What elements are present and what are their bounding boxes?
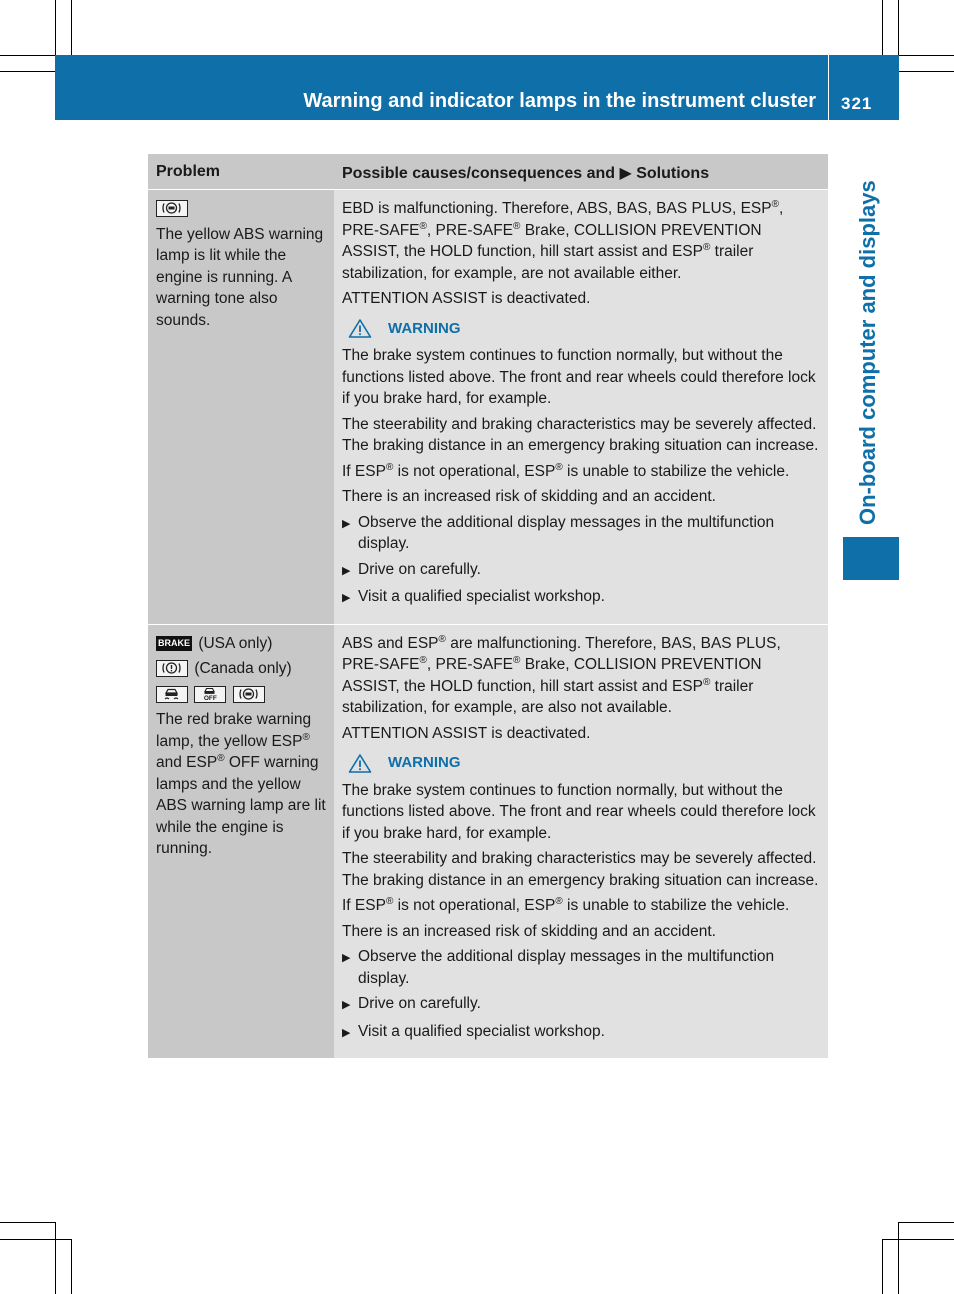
registered-mark: ® [438,633,446,645]
crop-mark [898,1222,899,1294]
list-item-text: Drive on carefully. [358,560,481,578]
problem-cell [148,190,334,624]
list-item [342,512,822,555]
warning-paragraph: The brake system continues to function normally, but without the functions listed above. The front and rear wheels could therefore lock if you brake hard, for example. [342,781,816,842]
esp-warning-lamp-icon [156,686,188,703]
solution-cell [334,190,828,624]
crop-mark [882,1239,883,1294]
arrow-right-icon: ▶ [342,999,351,1011]
warning-triangle-icon [348,753,372,773]
crop-mark [882,1239,954,1240]
lamp-icons [156,633,328,655]
warning-paragraph: The steerability and braking characteristics may be severely affected. The braking distance in an emergency braking situation can increase. [342,415,819,454]
list-item [342,586,822,610]
registered-mark: ® [702,241,711,253]
crop-mark [882,0,883,55]
registered-mark: ® [513,654,521,666]
list-item [342,946,822,989]
text-run: OFF warning lamps and the yellow ABS warning lamp are lit while the engine is running. [156,754,326,857]
brake-circle-lamp-icon [156,660,188,677]
crop-mark [899,55,954,56]
registered-mark: ® [419,654,427,666]
brake-warning-lamp-icon: BRAKE [156,636,192,651]
table-row [148,189,828,624]
crop-mark [898,0,899,55]
registered-mark: ® [513,220,521,232]
list-item [342,993,822,1017]
arrow-right-icon: ▶ [342,952,351,964]
list-item-text: Visit a qualified specialist workshop. [358,1022,605,1040]
text-run: ABS and ESP [342,634,439,652]
crop-mark [71,1239,72,1294]
table-row [148,624,828,1059]
section-tab-marker [843,537,899,580]
warning-label: WARNING [388,319,461,337]
crop-mark [55,0,56,55]
text-run: is unable to stabilize the vehicle. [562,897,790,914]
section-tab-label: On-board computer and displays [855,180,880,525]
crop-mark [0,55,55,56]
warning-paragraph: There is an increased risk of skidding and an accident. [342,488,716,505]
registered-mark: ® [555,461,563,473]
list-item-text: Observe the additional display messages in the multifunction display. [358,513,775,552]
text-run: is unable to stabilize the vehicle. [562,462,790,480]
cause-paragraph: ATTENTION ASSIST is deactivated. [342,724,591,742]
registered-mark: ® [385,461,394,473]
solution-cell [334,625,828,1059]
list-item [342,1021,822,1045]
cause-paragraph [342,198,822,284]
text-run: Brake, COLLISION PREVENTION ASSIST, the HOLD function, hill start assist and ESP [342,656,762,695]
registered-mark: ® [771,198,779,210]
column-header-solutions: Possible causes/consequences and ▶ Solutions [342,165,710,182]
text-run: trailer stabilization, for example, are not available either. [342,243,754,282]
column-header-problem: Problem [156,163,221,180]
text-run: , PRE-SAFE [426,656,514,673]
registered-mark: ® [702,676,711,688]
abs-warning-lamp-icon [233,686,265,703]
warning-paragraph [342,895,822,917]
region-note: (Canada only) [194,660,292,677]
text-run: If ESP [342,897,386,914]
text-run: , PRE-SAFE [426,221,514,239]
warning-triangle-icon [348,318,372,338]
cause-paragraph: ATTENTION ASSIST is deactivated. [342,290,591,307]
page-title: Warning and indicator lamps in the instrument cluster [303,90,816,112]
problem-description [156,709,328,860]
problem-cell [148,625,334,1059]
text-run: EBD is malfunctioning. Therefore, ABS, BAS, BAS PLUS, ESP [342,200,772,217]
registered-mark: ® [419,220,427,232]
text-run: and ESP [156,754,218,771]
crop-mark [71,0,72,55]
crop-mark [0,1239,71,1240]
crop-mark [0,71,55,72]
text-run: Brake, COLLISION PREVENTION ASSIST, the HOLD function, hill start assist and ESP [342,221,762,260]
list-item [342,559,822,583]
region-note: (USA only) [198,634,273,652]
registered-mark: ® [217,752,225,764]
lamp-icons [156,198,328,220]
warning-paragraph: The steerability and braking characteristics may be severely affected. The braking distance in an emergency braking situation can increase. [342,850,819,889]
lamp-icons [156,684,328,706]
crop-mark [899,1222,954,1223]
text-run: If ESP [342,462,386,480]
header-bar [55,55,828,120]
list-item-text: Visit a qualified specialist workshop. [358,588,605,605]
problem-description: The yellow ABS warning lamp is lit while the engine is running. A warning tone also sounds. [156,225,324,329]
text-run: trailer stabilization, for example, are also not available. [342,677,754,716]
page-number-box [829,55,899,120]
registered-mark: ® [302,731,310,743]
registered-mark: ® [385,895,394,907]
text-run: is not operational, ESP [393,462,556,480]
lamp-icons [156,658,328,680]
warning-heading [342,752,822,774]
warning-label: WARNING [388,754,461,771]
text-run: The red brake warning lamp, the yellow ESP [156,711,312,750]
cause-paragraph [342,633,822,719]
crop-mark [899,71,954,72]
warning-paragraph: There is an increased risk of skidding and an accident. [342,922,716,940]
warning-paragraph: The brake system continues to function normally, but without the functions listed above. The front and rear wheels could therefore lock if you brake hard, for example. [342,347,816,407]
warning-paragraph [342,461,822,483]
list-item-text: Drive on carefully. [358,995,481,1012]
text-run: , PRE-SAFE [342,200,784,239]
registered-mark: ® [555,895,563,907]
table-header [148,154,828,189]
arrow-right-icon: ▶ [342,1026,351,1039]
abs-warning-lamp-icon [156,200,188,217]
arrow-right-icon: ▶ [342,517,351,530]
warning-lamps-table [148,154,828,1058]
arrow-right-icon: ▶ [342,592,351,604]
list-item-text: Observe the additional display messages in the multifunction display. [358,948,775,987]
crop-mark [0,1222,55,1223]
esp-off-lamp-icon [194,686,226,703]
page-number: 321 [841,94,873,113]
text-run: is not operational, ESP [393,897,556,914]
text-run: are malfunctioning. Therefore, BAS, BAS PLUS, PRE-SAFE [342,634,781,673]
warning-heading [342,318,822,340]
off-label: OFF [203,694,217,702]
crop-mark [55,1222,56,1294]
arrow-right-icon: ▶ [342,564,351,577]
